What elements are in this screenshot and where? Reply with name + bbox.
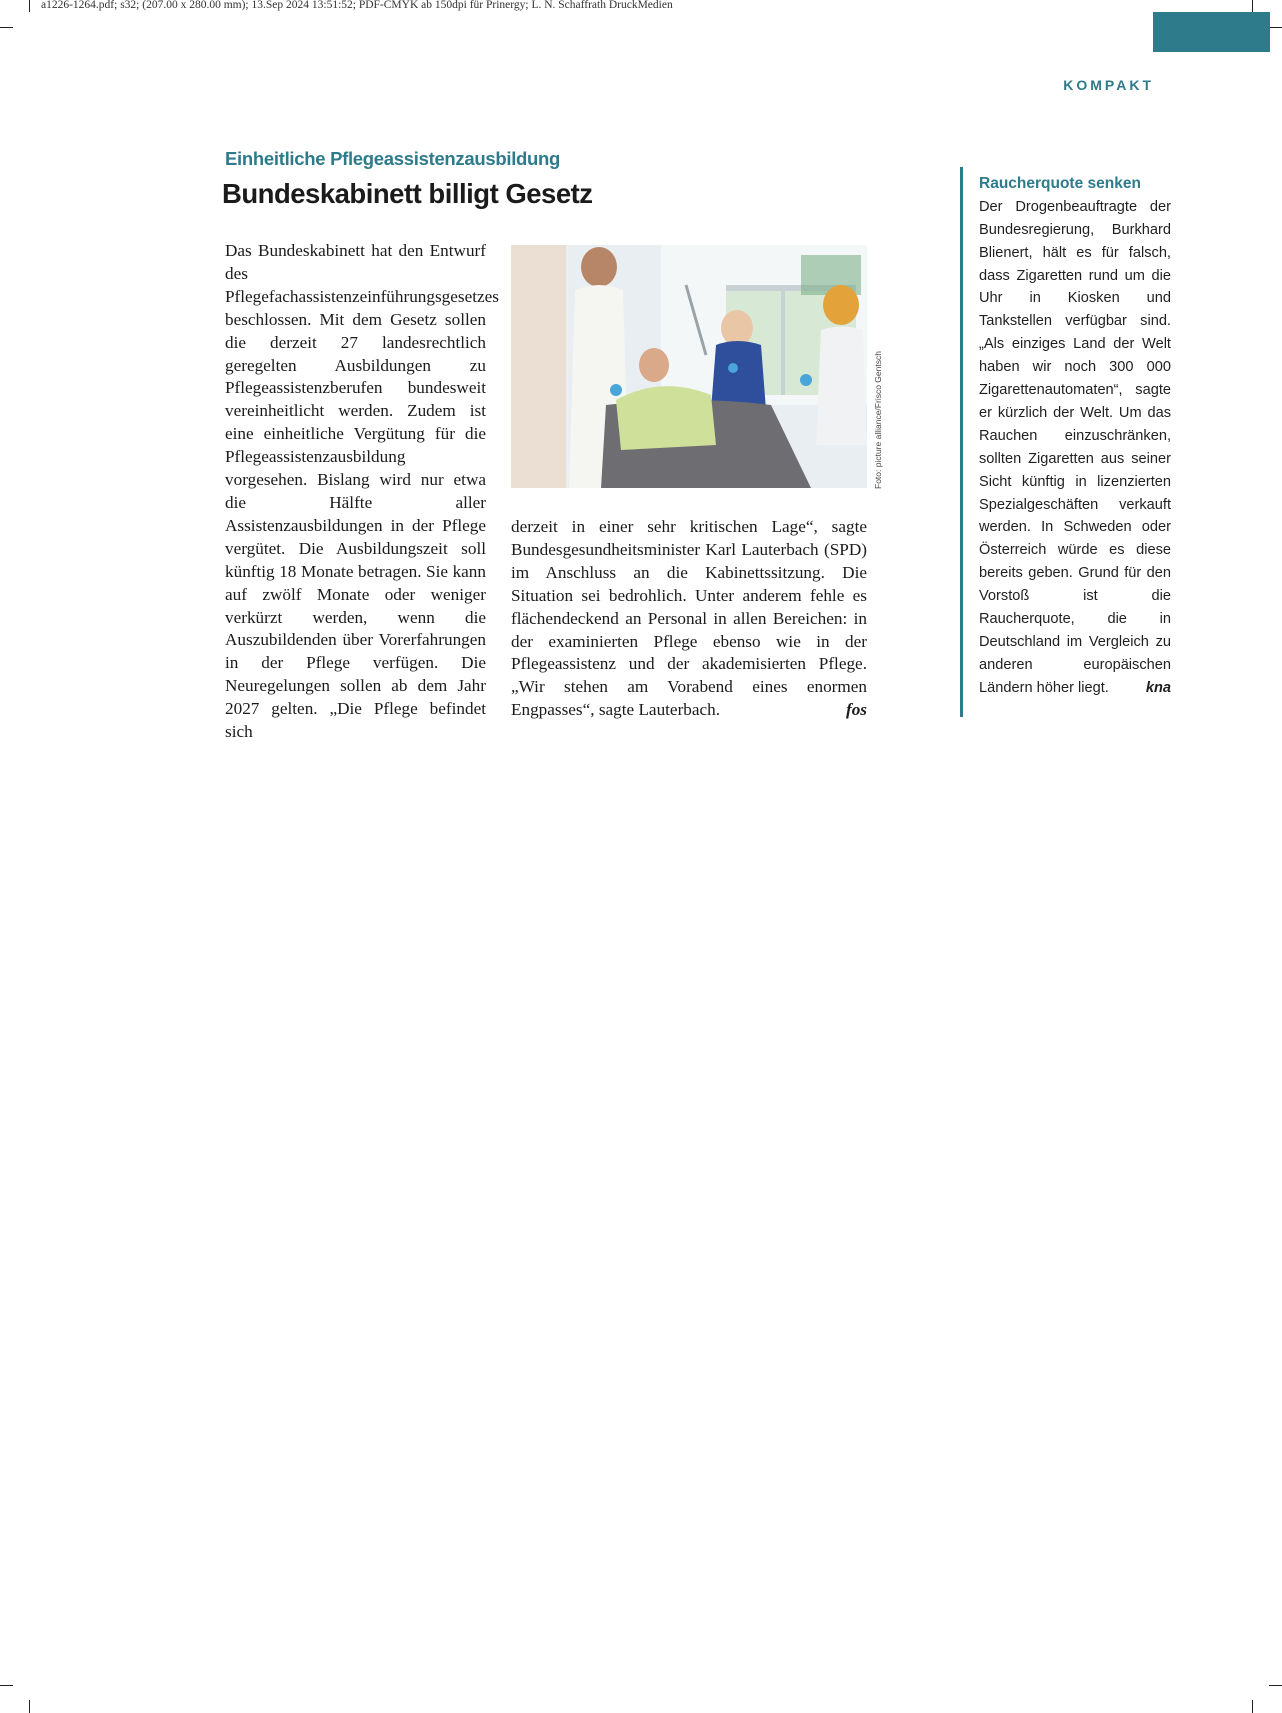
article-column-1: Das Bundeskabinett hat den Entwurf des Pflegefachassistenzeinführungsgesetzes beschlossen. Mit dem Gesetz sollen die derzeit 27 landesrechtlich geregelten Ausbildungen zu Pflegeassistenzberufen bundesweit vereinheitlicht werden. Zudem ist eine einheitliche Vergütung für die Pflegeassistenzausbildung vorgesehen. Bislang wird nur etwa die Hälfte aller Assistenzausbildungen in der Pflege vergütet. Die Ausbildungszeit soll künftig 18 Monate betragen. Sie kann auf zwölf Monate oder weniger verkürzt werden, wenn die Auszubildenden über Vorerfahrungen in der Pflege verfügen. Die Neuregelungen sollen ab dem Jahr 2027 gelten. „Die Pflege befindet sich (225, 241, 499, 742)
crop-mark (1269, 27, 1282, 28)
print-slug: a1226-1264.pdf; s32; (207.00 x 280.00 mm); 13.Sep 2024 13:51:52; PDF-CMYK ab 150dpi für Prinergy; L. N. Schaffrath DruckMedien (41, 0, 673, 11)
article-column-2-text: derzeit in einer sehr kritischen Lage“, sagte Bundesgesundheitsminister Karl Lauterbach (SPD) im Anschluss an die Kabinettssitzung. Die Situation sei bedrohlich. Unter anderem fehle es flächendeckend an Personal in allen Bereichen: in der examinierten Pflege ebenso wie in der Pflegeassistenz und der akademisierten Pflege. „Wir stehen am Vorabend eines enormen Engpasses“, sagte Lauterbach. (511, 517, 867, 720)
photo-credit: Foto: picture alliance/Frisco Gentsch (873, 351, 883, 489)
crop-mark (0, 27, 13, 28)
article-column-2 (511, 516, 867, 722)
crop-mark (29, 0, 30, 12)
article-author: fos (845, 700, 867, 720)
crop-mark (1252, 1700, 1253, 1713)
sidebar-box (960, 167, 1171, 717)
crop-mark (0, 1685, 13, 1686)
article-photo (511, 245, 867, 488)
sidebar-body (979, 196, 1171, 700)
article-kicker: Einheitliche Pflegeassistenzausbildung (225, 148, 561, 169)
crop-mark (1252, 0, 1253, 12)
nursing-training-photo (511, 245, 867, 488)
crop-mark (29, 1700, 30, 1713)
sidebar-title: Raucherquote senken (979, 175, 1141, 192)
article-headline: Bundeskabinett billigt Gesetz (222, 178, 593, 209)
sidebar-author: kna (1145, 679, 1171, 696)
section-tab (1153, 12, 1270, 52)
sidebar-text: Der Drogenbeauftragte der Bundesregierung, Burkhard Blienert, hält es für falsch, dass Zigaretten rund um die Uhr in Kiosken und Tankstellen verfügbar sind. „Als einziges Land der Welt haben wir noch 300 000 Zigarettenautomaten“, sagte er kürzlich der Welt. Um das Rauchen einzuschränken, sollten Zigaretten aus seiner Sicht künftig in lizenzierten Spezialgeschäften verkauft werden. In Schweden oder Österreich würde es diese bereits geben. Grund für den Vorstoß ist die Raucherquote, die in Deutschland im Vergleich zu anderen europäischen Ländern höher liegt. (979, 198, 1171, 696)
crop-mark (1269, 1685, 1282, 1686)
section-label: KOMPAKT (1063, 77, 1154, 93)
